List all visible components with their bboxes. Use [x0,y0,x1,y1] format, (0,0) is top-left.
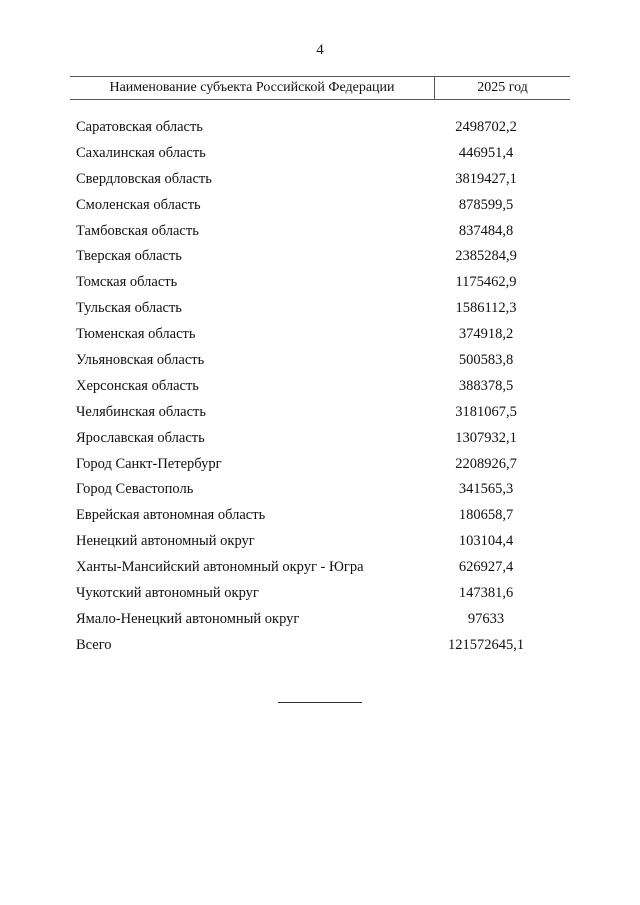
table-row [76,348,546,374]
table-row [76,244,546,270]
table-row [76,141,546,167]
table-row [76,322,546,348]
row-value: 180658,7 [458,507,514,524]
table-row [76,400,546,426]
row-value: 341565,3 [458,481,514,498]
row-value: 3819427,1 [455,170,517,187]
header-year: 2025 год [477,80,528,95]
row-subject-name: Ненецкий автономный округ [76,533,255,550]
row-subject-name: Город Севастополь [76,481,194,498]
table-body [76,115,546,659]
table-row [76,167,546,193]
row-value: 626927,4 [458,559,514,576]
table-row [76,296,546,322]
row-subject-name: Сахалинская область [76,144,206,161]
row-value: 500583,8 [458,352,514,369]
row-subject-name: Херсонская область [76,377,199,394]
row-subject-name: Томская область [76,274,178,291]
row-subject-name: Ярославская область [76,429,205,446]
row-value: 374918,2 [458,326,514,343]
table-row [76,529,546,555]
row-value: 103104,4 [458,533,514,550]
page-number: 4 [316,42,324,58]
table-row [76,426,546,452]
row-value: 446951,4 [458,144,514,161]
row-value: 1586112,3 [455,300,517,317]
table-header [70,76,570,100]
row-value: 147381,6 [458,585,514,602]
table-row [76,503,546,529]
row-value: 2498702,2 [455,119,517,135]
row-value: 97633 [467,610,505,627]
table-row [76,581,546,607]
row-subject-name: Ямало-Ненецкий автономный округ [76,610,300,627]
row-value: 121572645,1 [447,636,525,653]
table-row [76,607,546,633]
row-value: 388378,5 [458,377,514,394]
row-subject-name: Челябинская область [76,403,206,420]
row-value: 878599,5 [458,196,514,213]
row-value: 1307932,1 [455,429,517,446]
table-row [76,193,546,219]
table-row [76,270,546,296]
row-subject-name: Свердловская область [76,170,212,187]
row-subject-name: Ульяновская область [76,352,205,369]
table-row [76,219,546,245]
header-subject-name: Наименование субъекта Российской Федерации [70,77,435,99]
table-row [76,374,546,400]
table-row [76,477,546,503]
table-total-row [76,633,546,659]
row-subject-name: Чукотский автономный округ [76,585,259,602]
row-value: 3181067,5 [455,403,517,420]
row-subject-name: Город Санкт-Петербург [76,455,222,472]
row-subject-name: Тульская область [76,300,182,317]
row-subject-name: Саратовская область [76,119,203,135]
table-row [76,555,546,581]
row-value: 2208926,7 [455,455,517,472]
row-value: 2385284,9 [455,248,517,265]
row-subject-name: Тверская область [76,248,182,265]
row-subject-name: Тамбовская область [76,222,199,239]
table-row [76,115,546,141]
row-subject-name: Всего [76,636,112,653]
row-value: 837484,8 [458,222,514,239]
row-subject-name: Ханты-Мансийский автономный округ - Югра [76,559,364,576]
row-subject-name: Тюменская область [76,326,196,343]
row-subject-name: Еврейская автономная область [76,507,266,524]
table-row [76,452,546,478]
row-subject-name: Смоленская область [76,196,201,213]
row-value: 1175462,9 [455,274,517,291]
end-divider [278,702,362,703]
